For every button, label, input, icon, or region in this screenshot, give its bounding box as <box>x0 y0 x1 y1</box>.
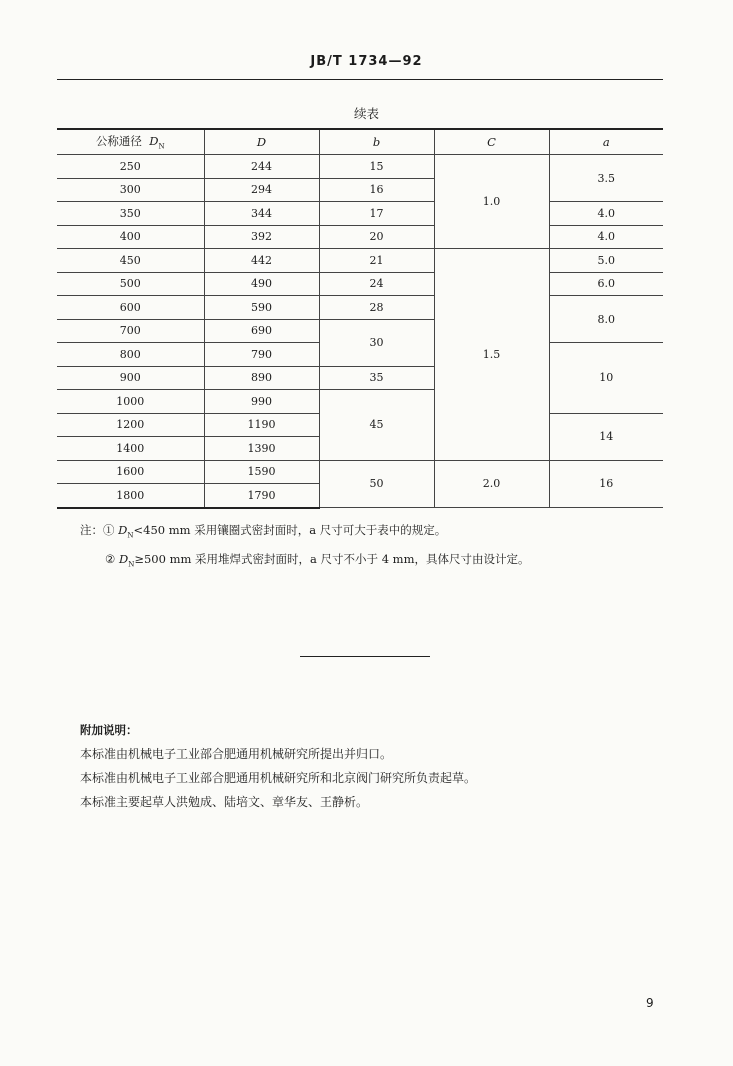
cell-dn: 600 <box>57 296 204 320</box>
cell-b: 16 <box>319 178 434 202</box>
cell-b: 45 <box>319 390 434 461</box>
cell-b: 28 <box>319 296 434 320</box>
page-number: 9 <box>646 996 654 1010</box>
note-subscript: N <box>127 531 134 540</box>
cell-D: 344 <box>204 202 319 226</box>
cell-D: 990 <box>204 390 319 414</box>
header-nominal-diameter <box>57 129 204 155</box>
cell-a: 4.0 <box>549 202 663 226</box>
addendum <box>80 718 476 814</box>
table-caption: 续表 <box>353 106 379 121</box>
table-row <box>57 272 663 296</box>
table-row <box>57 225 663 249</box>
end-rule <box>300 656 430 657</box>
note-symbol: D <box>118 552 129 567</box>
cell-b: 20 <box>319 225 434 249</box>
cell-D: 294 <box>204 178 319 202</box>
cell-a: 16 <box>549 460 663 508</box>
cell-a: 4.0 <box>549 225 663 249</box>
header-dn-subscript: N <box>158 142 165 151</box>
cell-a: 6.0 <box>549 272 663 296</box>
addendum-line: 本标准主要起草人洪勉成、陆培文、章华友、王静析。 <box>80 795 369 809</box>
cell-D: 1590 <box>204 460 319 484</box>
cell-dn: 250 <box>57 155 204 179</box>
header-b: b <box>319 129 434 155</box>
table-row <box>57 460 663 484</box>
cell-C: 1.0 <box>434 155 549 249</box>
cell-b: 15 <box>319 155 434 179</box>
note-marker: ① <box>103 523 115 537</box>
table-header-row <box>57 129 663 155</box>
cell-a: 5.0 <box>549 249 663 273</box>
note-text: ≥500 mm 采用堆焊式密封面时，a 尺寸不小于 4 mm，具体尺寸由设计定。 <box>134 552 530 567</box>
table-notes <box>80 518 529 577</box>
dimension-table <box>57 128 663 509</box>
cell-C: 2.0 <box>434 460 549 508</box>
cell-C: 1.5 <box>434 249 549 461</box>
cell-D: 690 <box>204 319 319 343</box>
cell-dn: 350 <box>57 202 204 226</box>
document-code: JB/T 1734—92 <box>310 54 423 69</box>
cell-b: 50 <box>319 460 434 508</box>
cell-dn: 900 <box>57 366 204 390</box>
note-1 <box>80 518 529 547</box>
cell-dn: 300 <box>57 178 204 202</box>
cell-dn: 400 <box>57 225 204 249</box>
cell-b: 21 <box>319 249 434 273</box>
cell-dn: 1400 <box>57 437 204 461</box>
cell-dn: 500 <box>57 272 204 296</box>
notes-prefix: 注： <box>80 523 103 537</box>
table-row <box>57 202 663 226</box>
cell-D: 790 <box>204 343 319 367</box>
header-nominal-diameter-label: 公称通径 <box>95 134 142 149</box>
cell-D: 244 <box>204 155 319 179</box>
table-row <box>57 296 663 320</box>
cell-b: 35 <box>319 366 434 390</box>
note-marker: ② <box>105 552 116 567</box>
cell-b: 30 <box>319 319 434 366</box>
addendum-title: 附加说明： <box>80 723 138 737</box>
table-row <box>57 155 663 179</box>
cell-dn: 1000 <box>57 390 204 414</box>
header-a: a <box>549 129 663 155</box>
cell-dn: 1800 <box>57 484 204 508</box>
header-C: C <box>434 129 549 155</box>
cell-a: 10 <box>549 343 663 414</box>
cell-dn: 800 <box>57 343 204 367</box>
cell-D: 1790 <box>204 484 319 508</box>
cell-D: 890 <box>204 366 319 390</box>
note-subscript: N <box>128 560 135 569</box>
cell-D: 442 <box>204 249 319 273</box>
cell-D: 590 <box>204 296 319 320</box>
cell-b: 17 <box>319 202 434 226</box>
cell-dn: 1600 <box>57 460 204 484</box>
note-2 <box>80 547 529 576</box>
header-dn-symbol: D <box>149 134 159 149</box>
header-rule <box>57 79 663 80</box>
cell-D: 392 <box>204 225 319 249</box>
addendum-line: 本标准由机械电子工业部合肥通用机械研究所提出并归口。 <box>80 747 393 761</box>
cell-D: 1390 <box>204 437 319 461</box>
cell-D: 490 <box>204 272 319 296</box>
cell-a: 8.0 <box>549 296 663 343</box>
cell-a: 3.5 <box>549 155 663 202</box>
note-symbol: D <box>118 523 128 537</box>
cell-dn: 700 <box>57 319 204 343</box>
cell-dn: 1200 <box>57 413 204 437</box>
addendum-line: 本标准由机械电子工业部合肥通用机械研究所和北京阀门研究所负责起草。 <box>80 771 477 785</box>
note-text: <450 mm 采用镶圈式密封面时，a 尺寸可大于表中的规定。 <box>133 523 447 537</box>
table-row <box>57 249 663 273</box>
cell-dn: 450 <box>57 249 204 273</box>
cell-a: 14 <box>549 413 663 460</box>
cell-D: 1190 <box>204 413 319 437</box>
header-D: D <box>204 129 319 155</box>
cell-b: 24 <box>319 272 434 296</box>
